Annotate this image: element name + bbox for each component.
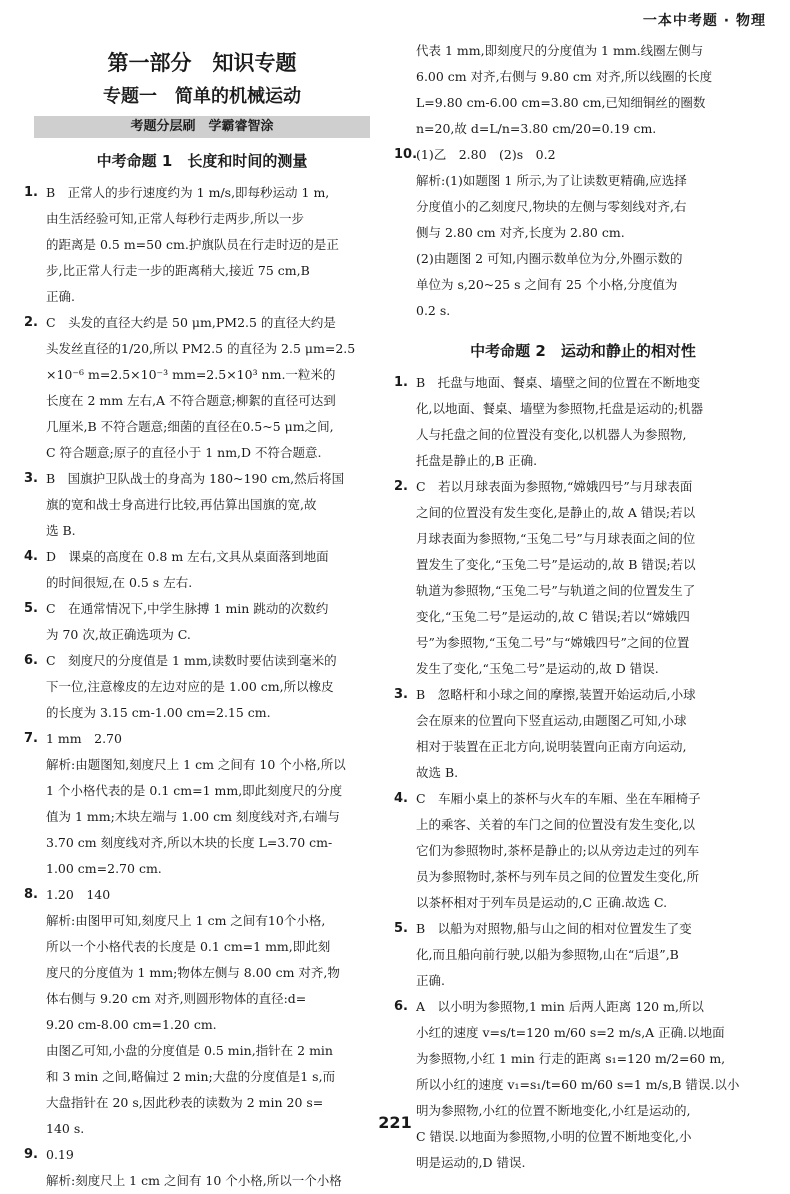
text-line: 解析:刻度尺上 1 cm 之间有 10 个小格,所以一个小格	[46, 1173, 342, 1188]
text-line: 会在原来的位置向下竖直运动,由题图乙可知,小球	[416, 713, 687, 728]
answer-item	[24, 648, 370, 726]
item-number: 5.	[394, 921, 408, 936]
right-items-section1	[394, 142, 762, 324]
text-line: 1.00 cm=2.70 cm.	[46, 861, 162, 876]
text-line: n=20,故 d=L/n=3.80 cm/20=0.19 cm.	[416, 121, 657, 136]
text-line: 侧与 2.80 cm 对齐,长度为 2.80 cm.	[416, 225, 625, 240]
text-line: 选 B.	[46, 523, 76, 538]
section-title-1: 中考命题 1 长度和时间的测量	[96, 152, 308, 170]
item-number: 2.	[24, 315, 38, 330]
answer-item	[24, 596, 370, 648]
answer-item	[24, 726, 370, 882]
answer-item	[24, 1142, 370, 1194]
answer-item	[394, 786, 762, 916]
text-line: 正确.	[46, 289, 75, 304]
text-line: 体右侧与 9.20 cm 对齐,则圆形物体的直径:d=	[46, 991, 307, 1006]
item-number: 3.	[394, 687, 408, 702]
answer-item	[394, 682, 762, 786]
item-number: 3.	[24, 471, 38, 486]
text-line: C 符合题意;原子的直径小于 1 nm,D 不符合题意.	[46, 445, 322, 460]
text-line: 为参照物,小红 1 min 行走的距离 s₁=120 m/2=60 m,	[416, 1051, 726, 1066]
continued-solution	[404, 38, 762, 142]
item-number: 6.	[394, 999, 408, 1014]
text-line: 和 3 min 之间,略偏过 2 min;大盘的分度值是1 s,而	[46, 1069, 336, 1084]
text-line: 由生活经验可知,正常人每秒行走两步,所以一步	[46, 211, 304, 226]
text-line: 上的乘客、关着的车门之间的位置没有发生变化,以	[416, 817, 695, 832]
text-line: 置发生了变化,“玉兔二号”是运动的,故 B 错误;若以	[416, 557, 696, 572]
text-line: B 托盘与地面、餐桌、墙壁之间的位置在不断地变	[416, 375, 701, 390]
text-line: 长度在 2 mm 左右,A 不符合题意;柳絮的直径可达到	[46, 393, 336, 408]
text-line: B 正常人的步行速度约为 1 m/s,即每秒运动 1 m,	[46, 185, 330, 200]
page-number: 221	[378, 1113, 412, 1132]
text-line: 轨道为参照物,“玉兔二号”与轨道之间的位置发生了	[416, 583, 696, 598]
answer-item	[394, 916, 762, 994]
text-line: 3.70 cm 刻度线对齐,所以木块的长度 L=3.70 cm-	[46, 835, 333, 850]
text-line: L=9.80 cm-6.00 cm=3.80 cm,已知细铜丝的圈数	[416, 95, 706, 110]
text-line: 以茶杯相对于列车员是运动的,C 正确.故选 C.	[416, 895, 668, 910]
text-line: 分度值小的乙刻度尺,物块的左侧与零刻线对齐,右	[416, 199, 687, 214]
item-number: 1.	[24, 185, 38, 200]
text-line: (1)乙 2.80 (2)s 0.2	[416, 147, 556, 162]
item-number: 1.	[394, 375, 408, 390]
text-line: 之间的位置没有发生变化,是静止的,故 A 错误;若以	[416, 505, 696, 520]
text-line: ×10⁻⁶ m=2.5×10⁻³ mm=2.5×10³ nm.一粒米的	[46, 367, 336, 382]
text-line: 相对于装置在正北方向,说明装置向正南方向运动,	[416, 739, 687, 754]
text-line: 0.19	[46, 1147, 74, 1162]
text-line: B 忽略杆和小球之间的摩擦,装置开始运动后,小球	[416, 687, 696, 702]
continued-text	[404, 38, 762, 142]
text-line: 明为参照物,小红的位置不断地变化,小红是运动的,	[416, 1103, 691, 1118]
item-number: 9.	[24, 1147, 38, 1162]
left-items	[24, 180, 370, 1194]
text-line: 故选 B.	[416, 765, 459, 780]
answer-item	[24, 310, 370, 466]
text-line: 1 个小格代表的是 0.1 cm=1 mm,即此刻度尺的分度	[46, 783, 343, 798]
answer-item	[24, 882, 370, 1142]
text-line: 1.20 140	[46, 887, 111, 902]
item-number: 10.	[394, 147, 418, 162]
text-line: 由图乙可知,小盘的分度值是 0.5 min,指针在 2 min	[46, 1043, 333, 1058]
text-line: 9.20 cm-8.00 cm=1.20 cm.	[46, 1017, 217, 1032]
text-line: 旗的宽和战士身高进行比较,再估算出国旗的宽,故	[46, 497, 317, 512]
part-title: 第一部分 知识专题	[107, 51, 297, 75]
item-number: 6.	[24, 653, 38, 668]
item-number: 5.	[24, 601, 38, 616]
running-header: 一本中考题 · 物理	[642, 13, 766, 29]
text-line: 月球表面为参照物,“玉兔二号”与月球表面之间的位	[416, 531, 696, 546]
text-line: C 若以月球表面为参照物,“嫦娥四号”与月球表面	[416, 479, 693, 494]
text-line: 小红的速度 v=s/t=120 m/60 s=2 m/s,A 正确.以地面	[416, 1025, 725, 1040]
text-line: 1 mm 2.70	[46, 731, 122, 746]
text-line: 化,以地面、餐桌、墙壁为参照物,托盘是运动的;机器	[416, 401, 704, 416]
answer-item	[394, 474, 762, 682]
text-line: 正确.	[416, 973, 445, 988]
text-line: 0.2 s.	[416, 303, 451, 318]
text-line: 化,而且船向前行驶,以船为参照物,山在“后退”,B	[416, 947, 679, 962]
text-line: C 车厢小桌上的茶杯与火车的车厢、坐在车厢椅子	[416, 791, 701, 806]
answer-item	[394, 142, 762, 324]
answer-item	[24, 180, 370, 310]
text-line: C 错误.以地面为参照物,小明的位置不断地变化,小	[416, 1129, 692, 1144]
text-line: 步,比正常人行走一步的距离稍大,接近 75 cm,B	[46, 263, 310, 278]
text-line: 所以小红的速度 v₁=s₁/t=60 m/60 s=1 m/s,B 错误.以小	[416, 1077, 740, 1092]
text-line: B 以船为对照物,船与山之间的相对位置发生了变	[416, 921, 692, 936]
text-line: 单位为 s,20~25 s 之间有 25 个小格,分度值为	[416, 277, 678, 292]
text-line: 所以一个小格代表的长度是 0.1 cm=1 mm,即此刻	[46, 939, 331, 954]
text-line: 发生了变化,“玉兔二号”是运动的,故 D 错误.	[416, 661, 659, 676]
text-line: D 课桌的高度在 0.8 m 左右,文具从桌面落到地面	[46, 549, 329, 564]
banner: 考题分层刷 学霸睿智涂	[34, 116, 370, 138]
text-line: 下一位,注意橡皮的左边对应的是 1.00 cm,所以橡皮	[46, 679, 334, 694]
item-number: 8.	[24, 887, 38, 902]
text-line: C 头发的直径大约是 50 μm,PM2.5 的直径大约是	[46, 315, 336, 330]
text-line: 号”为参照物,“玉兔二号”与“嫦娥四号”之间的位置	[416, 635, 690, 650]
text-line: 值为 1 mm;木块左端与 1.00 cm 刻度线对齐,右端与	[46, 809, 340, 824]
text-line: 代表 1 mm,即刻度尺的分度值为 1 mm.线圈左侧与	[416, 43, 704, 58]
text-line: 的距离是 0.5 m=50 cm.护旗队员在行走时迈的是正	[46, 237, 339, 252]
answer-item	[24, 466, 370, 544]
text-line: 度尺的分度值为 1 mm;物体左侧与 8.00 cm 对齐,物	[46, 965, 340, 980]
text-line: 托盘是静止的,B 正确.	[416, 453, 538, 468]
answer-item	[24, 544, 370, 596]
topic-title: 专题一 简单的机械运动	[103, 86, 301, 107]
text-line: 的长度为 3.15 cm-1.00 cm=2.15 cm.	[46, 705, 271, 720]
text-line: 140 s.	[46, 1121, 85, 1136]
text-line: 解析:由题图知,刻度尺上 1 cm 之间有 10 个小格,所以	[46, 757, 346, 772]
text-line: 为 70 次,故正确选项为 C.	[46, 627, 191, 642]
section-title-2: 中考命题 2 运动和静止的相对性	[470, 342, 696, 360]
text-line: A 以小明为参照物,1 min 后两人距离 120 m,所以	[416, 999, 704, 1014]
item-number: 7.	[24, 731, 38, 746]
text-line: 几厘米,B 不符合题意;细菌的直径在0.5~5 μm之间,	[46, 419, 334, 434]
answer-item	[394, 370, 762, 474]
text-line: 明是运动的,D 错误.	[416, 1155, 526, 1170]
text-line: 它们为参照物时,茶杯是静止的;以从旁边走过的列车	[416, 843, 700, 858]
item-number: 2.	[394, 479, 408, 494]
item-number: 4.	[394, 791, 408, 806]
text-line: 大盘指针在 20 s,因此秒表的读数为 2 min 20 s=	[46, 1095, 324, 1110]
left-column	[24, 40, 370, 1194]
text-line: (2)由题图 2 可知,内圈示数单位为分,外圈示数的	[416, 251, 683, 266]
text-line: C 在通常情况下,中学生脉搏 1 min 跳动的次数约	[46, 601, 329, 616]
text-line: 6.00 cm 对齐,右侧与 9.80 cm 对齐,所以线圈的长度	[416, 69, 713, 84]
text-line: 的时间很短,在 0.5 s 左右.	[46, 575, 193, 590]
text-line: 解析:由图甲可知,刻度尺上 1 cm 之间有10个小格,	[46, 913, 326, 928]
text-line: 解析:(1)如题图 1 所示,为了让读数更精确,应选择	[416, 173, 687, 188]
text-line: 变化,“玉兔二号”是运动的,故 C 错误;若以“嫦娥四	[416, 609, 690, 624]
text-line: C 刻度尺的分度值是 1 mm,读数时要估读到毫米的	[46, 653, 337, 668]
item-number: 4.	[24, 549, 38, 564]
text-line: 员为参照物时,茶杯与列车员之间的位置发生变化,所	[416, 869, 699, 884]
text-line: 头发丝直径的1/20,所以 PM2.5 的直径为 2.5 μm=2.5	[46, 341, 356, 356]
text-line: 人与托盘之间的位置没有变化,以机器人为参照物,	[416, 427, 687, 442]
text-line: B 国旗护卫队战士的身高为 180~190 cm,然后将国	[46, 471, 345, 486]
